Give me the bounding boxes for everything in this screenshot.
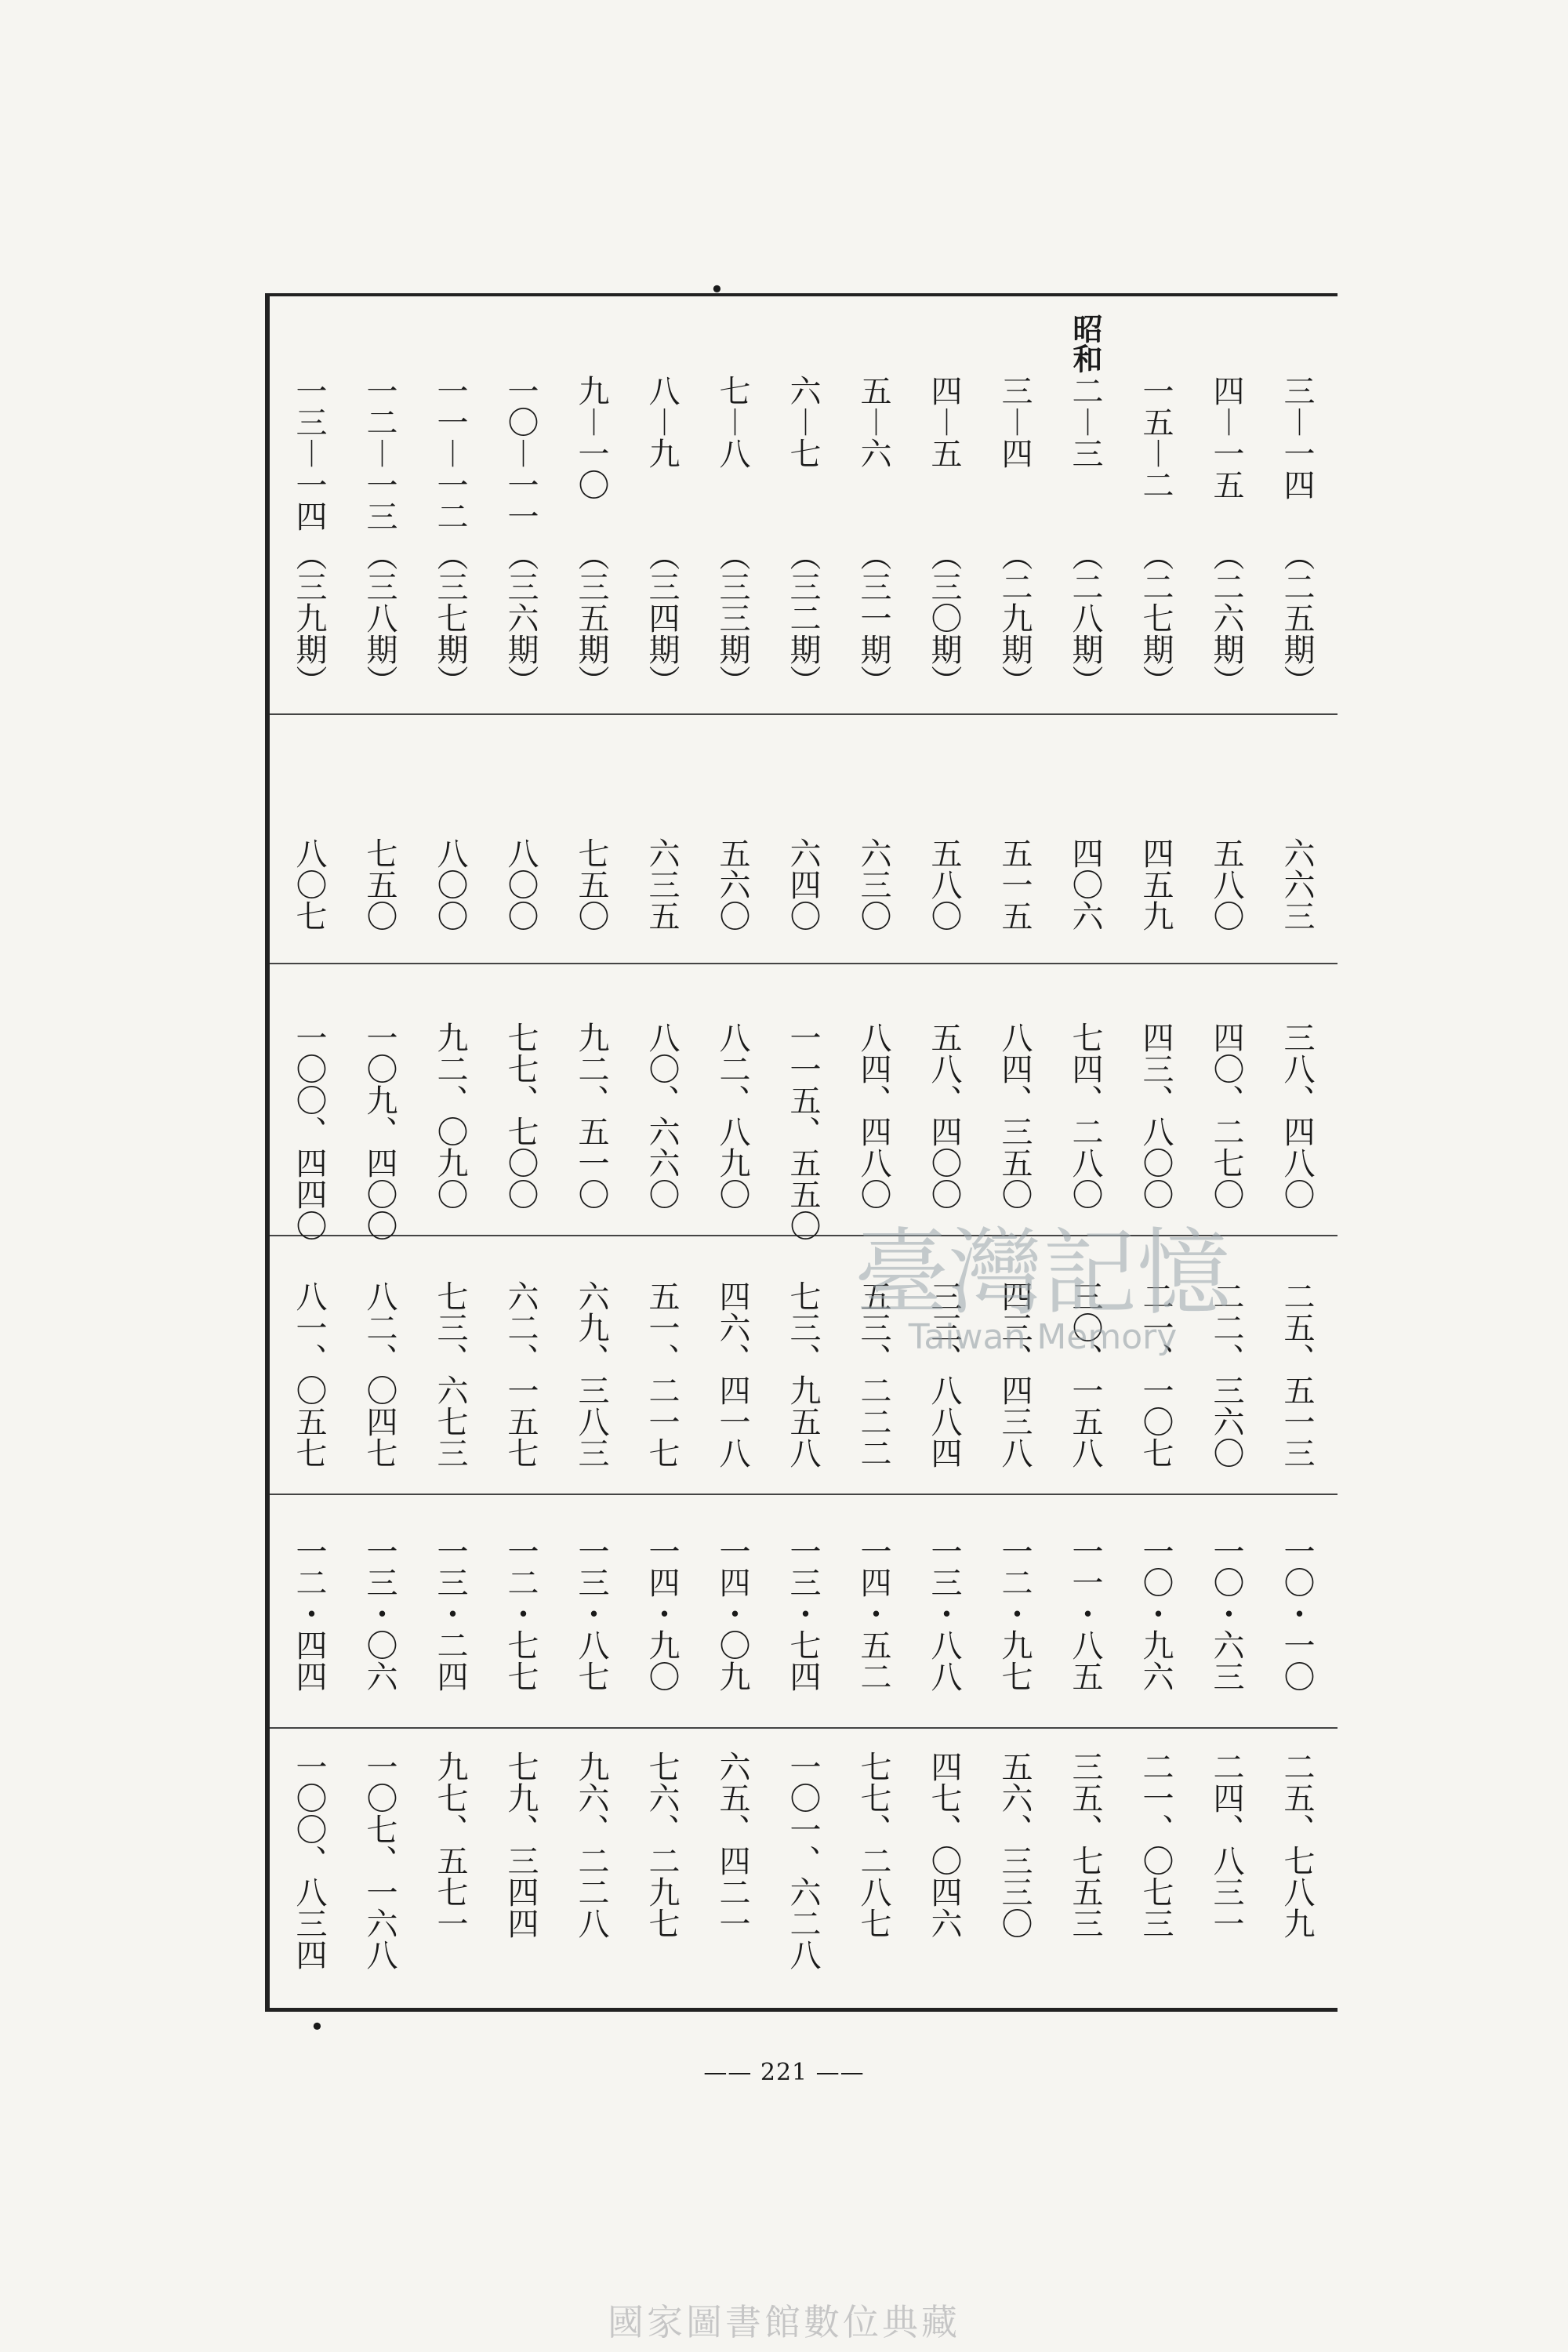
issue-cell: （二七期） xyxy=(1138,539,1174,696)
value-cell-1: 六六三 xyxy=(1279,837,1315,931)
row-divider-4 xyxy=(270,1727,1338,1729)
value-cell-1: 六四〇 xyxy=(785,837,821,931)
value-cell-4: 一四・〇九 xyxy=(714,1535,750,1692)
value-cell-5: 一〇一、六二八 xyxy=(785,1751,821,1970)
value-cell-3: 二一、一〇七 xyxy=(1138,1280,1174,1468)
row-divider-3 xyxy=(270,1494,1338,1495)
value-cell-1: 五一五 xyxy=(996,837,1033,931)
value-cell-5: 七七、二八七 xyxy=(855,1751,891,1939)
watermark-subtitle: Taiwan Memory xyxy=(908,1317,1178,1357)
value-cell-3: 六九、三八三 xyxy=(573,1280,609,1468)
value-cell-4: 一〇・六三 xyxy=(1208,1535,1244,1692)
issue-cell: （二九期） xyxy=(996,539,1033,696)
value-cell-3: 三〇、一五八 xyxy=(1067,1280,1103,1468)
value-cell-4: 一三・八八 xyxy=(926,1535,962,1692)
value-cell-1: 七五〇 xyxy=(573,837,609,931)
issue-cell: （三三期） xyxy=(714,539,750,696)
value-cell-4: 一〇・九六 xyxy=(1138,1535,1174,1692)
date-cell: 三︱一四 xyxy=(1279,375,1315,500)
date-cell: 四︱五 xyxy=(926,375,962,469)
value-cell-3: 二二、三六〇 xyxy=(1208,1280,1244,1468)
value-cell-3: 二五、五一三 xyxy=(1279,1280,1315,1468)
value-cell-2: 八四、三五〇 xyxy=(996,1022,1033,1210)
value-cell-5: 一〇七、一六八 xyxy=(361,1751,397,1970)
value-cell-1: 八〇七 xyxy=(291,837,327,931)
value-cell-2: 四〇、二七〇 xyxy=(1208,1022,1244,1210)
value-cell-1: 四五九 xyxy=(1138,837,1174,931)
issue-cell: （二八期） xyxy=(1067,539,1103,696)
value-cell-2: 七七、七〇〇 xyxy=(503,1022,539,1210)
date-cell: 三︱四 xyxy=(996,375,1033,469)
value-cell-3: 五三、二二二 xyxy=(855,1280,891,1468)
value-cell-2: 一一五、五五〇 xyxy=(785,1022,821,1241)
issue-cell: （二五期） xyxy=(1279,539,1315,696)
value-cell-4: 一三・〇六 xyxy=(361,1535,397,1692)
date-cell: 七︱八 xyxy=(714,375,750,469)
date-cell: 一二︱一三 xyxy=(361,375,397,532)
value-cell-2: 五八、四〇〇 xyxy=(926,1022,962,1210)
value-cell-2: 一〇九、四〇〇 xyxy=(361,1022,397,1241)
value-cell-1: 四〇六 xyxy=(1067,837,1103,931)
value-cell-3: 七三、九五八 xyxy=(785,1280,821,1468)
value-cell-2: 一〇〇、四四〇 xyxy=(291,1022,327,1241)
punch-mark: • xyxy=(310,2012,325,2042)
data-table xyxy=(265,293,1338,2012)
value-cell-1: 七五〇 xyxy=(361,837,397,931)
punch-mark: • xyxy=(710,274,724,304)
value-cell-1: 五八〇 xyxy=(1208,837,1244,931)
value-cell-2: 八〇、六六〇 xyxy=(644,1022,680,1210)
value-cell-4: 一三・二四 xyxy=(432,1535,468,1692)
date-cell: 九︱一〇 xyxy=(573,375,609,500)
date-cell: 一五︱二 xyxy=(1138,375,1174,500)
value-cell-1: 五八〇 xyxy=(926,837,962,931)
value-cell-3: 四六、四一八 xyxy=(714,1280,750,1468)
value-cell-3: 八二、〇四七 xyxy=(361,1280,397,1468)
date-cell: 八︱九 xyxy=(644,375,680,469)
value-cell-4: 一三・八七 xyxy=(573,1535,609,1692)
value-cell-5: 二五、七八九 xyxy=(1279,1751,1315,1939)
issue-cell: （三六期） xyxy=(503,539,539,696)
value-cell-1: 六三〇 xyxy=(855,837,891,931)
value-cell-5: 二一、〇七三 xyxy=(1138,1751,1174,1939)
issue-cell: （二六期） xyxy=(1208,539,1244,696)
issue-cell: （三五期） xyxy=(573,539,609,696)
value-cell-4: 一一・八五 xyxy=(1067,1535,1103,1692)
value-cell-5: 九六、二二八 xyxy=(573,1751,609,1939)
value-cell-5: 三五、七五三 xyxy=(1067,1751,1103,1939)
issue-cell: （三〇期） xyxy=(926,539,962,696)
page-number: —— 221 —— xyxy=(703,2059,865,2086)
date-cell: 一三︱一四 xyxy=(291,375,327,532)
row-divider-header xyxy=(270,713,1338,715)
value-cell-5: 六五、四二一 xyxy=(714,1751,750,1939)
value-cell-2: 三八、四八〇 xyxy=(1279,1022,1315,1210)
issue-cell: （三四期） xyxy=(644,539,680,696)
value-cell-4: 一〇・一〇 xyxy=(1279,1535,1315,1692)
value-cell-5: 一〇〇、八三四 xyxy=(291,1751,327,1970)
value-cell-1: 八〇〇 xyxy=(503,837,539,931)
issue-cell: （三一期） xyxy=(855,539,891,696)
value-cell-3: 三三、八八四 xyxy=(926,1280,962,1468)
date-cell: 一一︱一二 xyxy=(432,375,468,532)
value-cell-4: 一四・五二 xyxy=(855,1535,891,1692)
value-cell-5: 七六、二九七 xyxy=(644,1751,680,1939)
value-cell-4: 一二・四四 xyxy=(291,1535,327,1692)
value-cell-5: 四七、〇四六 xyxy=(926,1751,962,1939)
date-cell: 五︱六 xyxy=(855,375,891,469)
value-cell-2: 四三、八〇〇 xyxy=(1138,1022,1174,1210)
value-cell-3: 六二、一五七 xyxy=(503,1280,539,1468)
value-cell-5: 七九、三四四 xyxy=(503,1751,539,1939)
issue-cell: （三九期） xyxy=(291,539,327,696)
value-cell-1: 五六〇 xyxy=(714,837,750,931)
value-cell-4: 一二・九七 xyxy=(996,1535,1033,1692)
value-cell-5: 九七、五七一 xyxy=(432,1751,468,1939)
era-label: 昭和 xyxy=(1068,314,1103,373)
watermark-logo: 臺灣記憶 xyxy=(855,1219,1231,1328)
value-cell-4: 一二・七七 xyxy=(503,1535,539,1692)
value-cell-2: 九二、五一〇 xyxy=(573,1022,609,1210)
date-cell: 二︱三 xyxy=(1067,375,1103,469)
value-cell-3: 五一、二一七 xyxy=(644,1280,680,1468)
issue-cell: （三七期） xyxy=(432,539,468,696)
row-divider-1 xyxy=(270,963,1338,964)
issue-cell: （三二期） xyxy=(785,539,821,696)
date-cell: 四︱一五 xyxy=(1208,375,1244,500)
issue-cell: （三八期） xyxy=(361,539,397,696)
value-cell-4: 一三・七四 xyxy=(785,1535,821,1692)
value-cell-2: 八二、八九〇 xyxy=(714,1022,750,1210)
value-cell-2: 八四、四八〇 xyxy=(855,1022,891,1210)
value-cell-5: 五六、三三〇 xyxy=(996,1751,1033,1939)
value-cell-4: 一四・九〇 xyxy=(644,1535,680,1692)
value-cell-5: 二四、八三一 xyxy=(1208,1751,1244,1939)
date-cell: 一〇︱一一 xyxy=(503,375,539,532)
value-cell-3: 八一、〇五七 xyxy=(291,1280,327,1468)
value-cell-2: 七四、二八〇 xyxy=(1067,1022,1103,1210)
value-cell-1: 八〇〇 xyxy=(432,837,468,931)
value-cell-1: 六三五 xyxy=(644,837,680,931)
footer-credit: 國家圖書館數位典藏 xyxy=(608,2301,960,2343)
value-cell-2: 九二、〇九〇 xyxy=(432,1022,468,1210)
value-cell-3: 七三、六七三 xyxy=(432,1280,468,1468)
date-cell: 六︱七 xyxy=(785,375,821,469)
value-cell-3: 四三、四三八 xyxy=(996,1280,1033,1468)
